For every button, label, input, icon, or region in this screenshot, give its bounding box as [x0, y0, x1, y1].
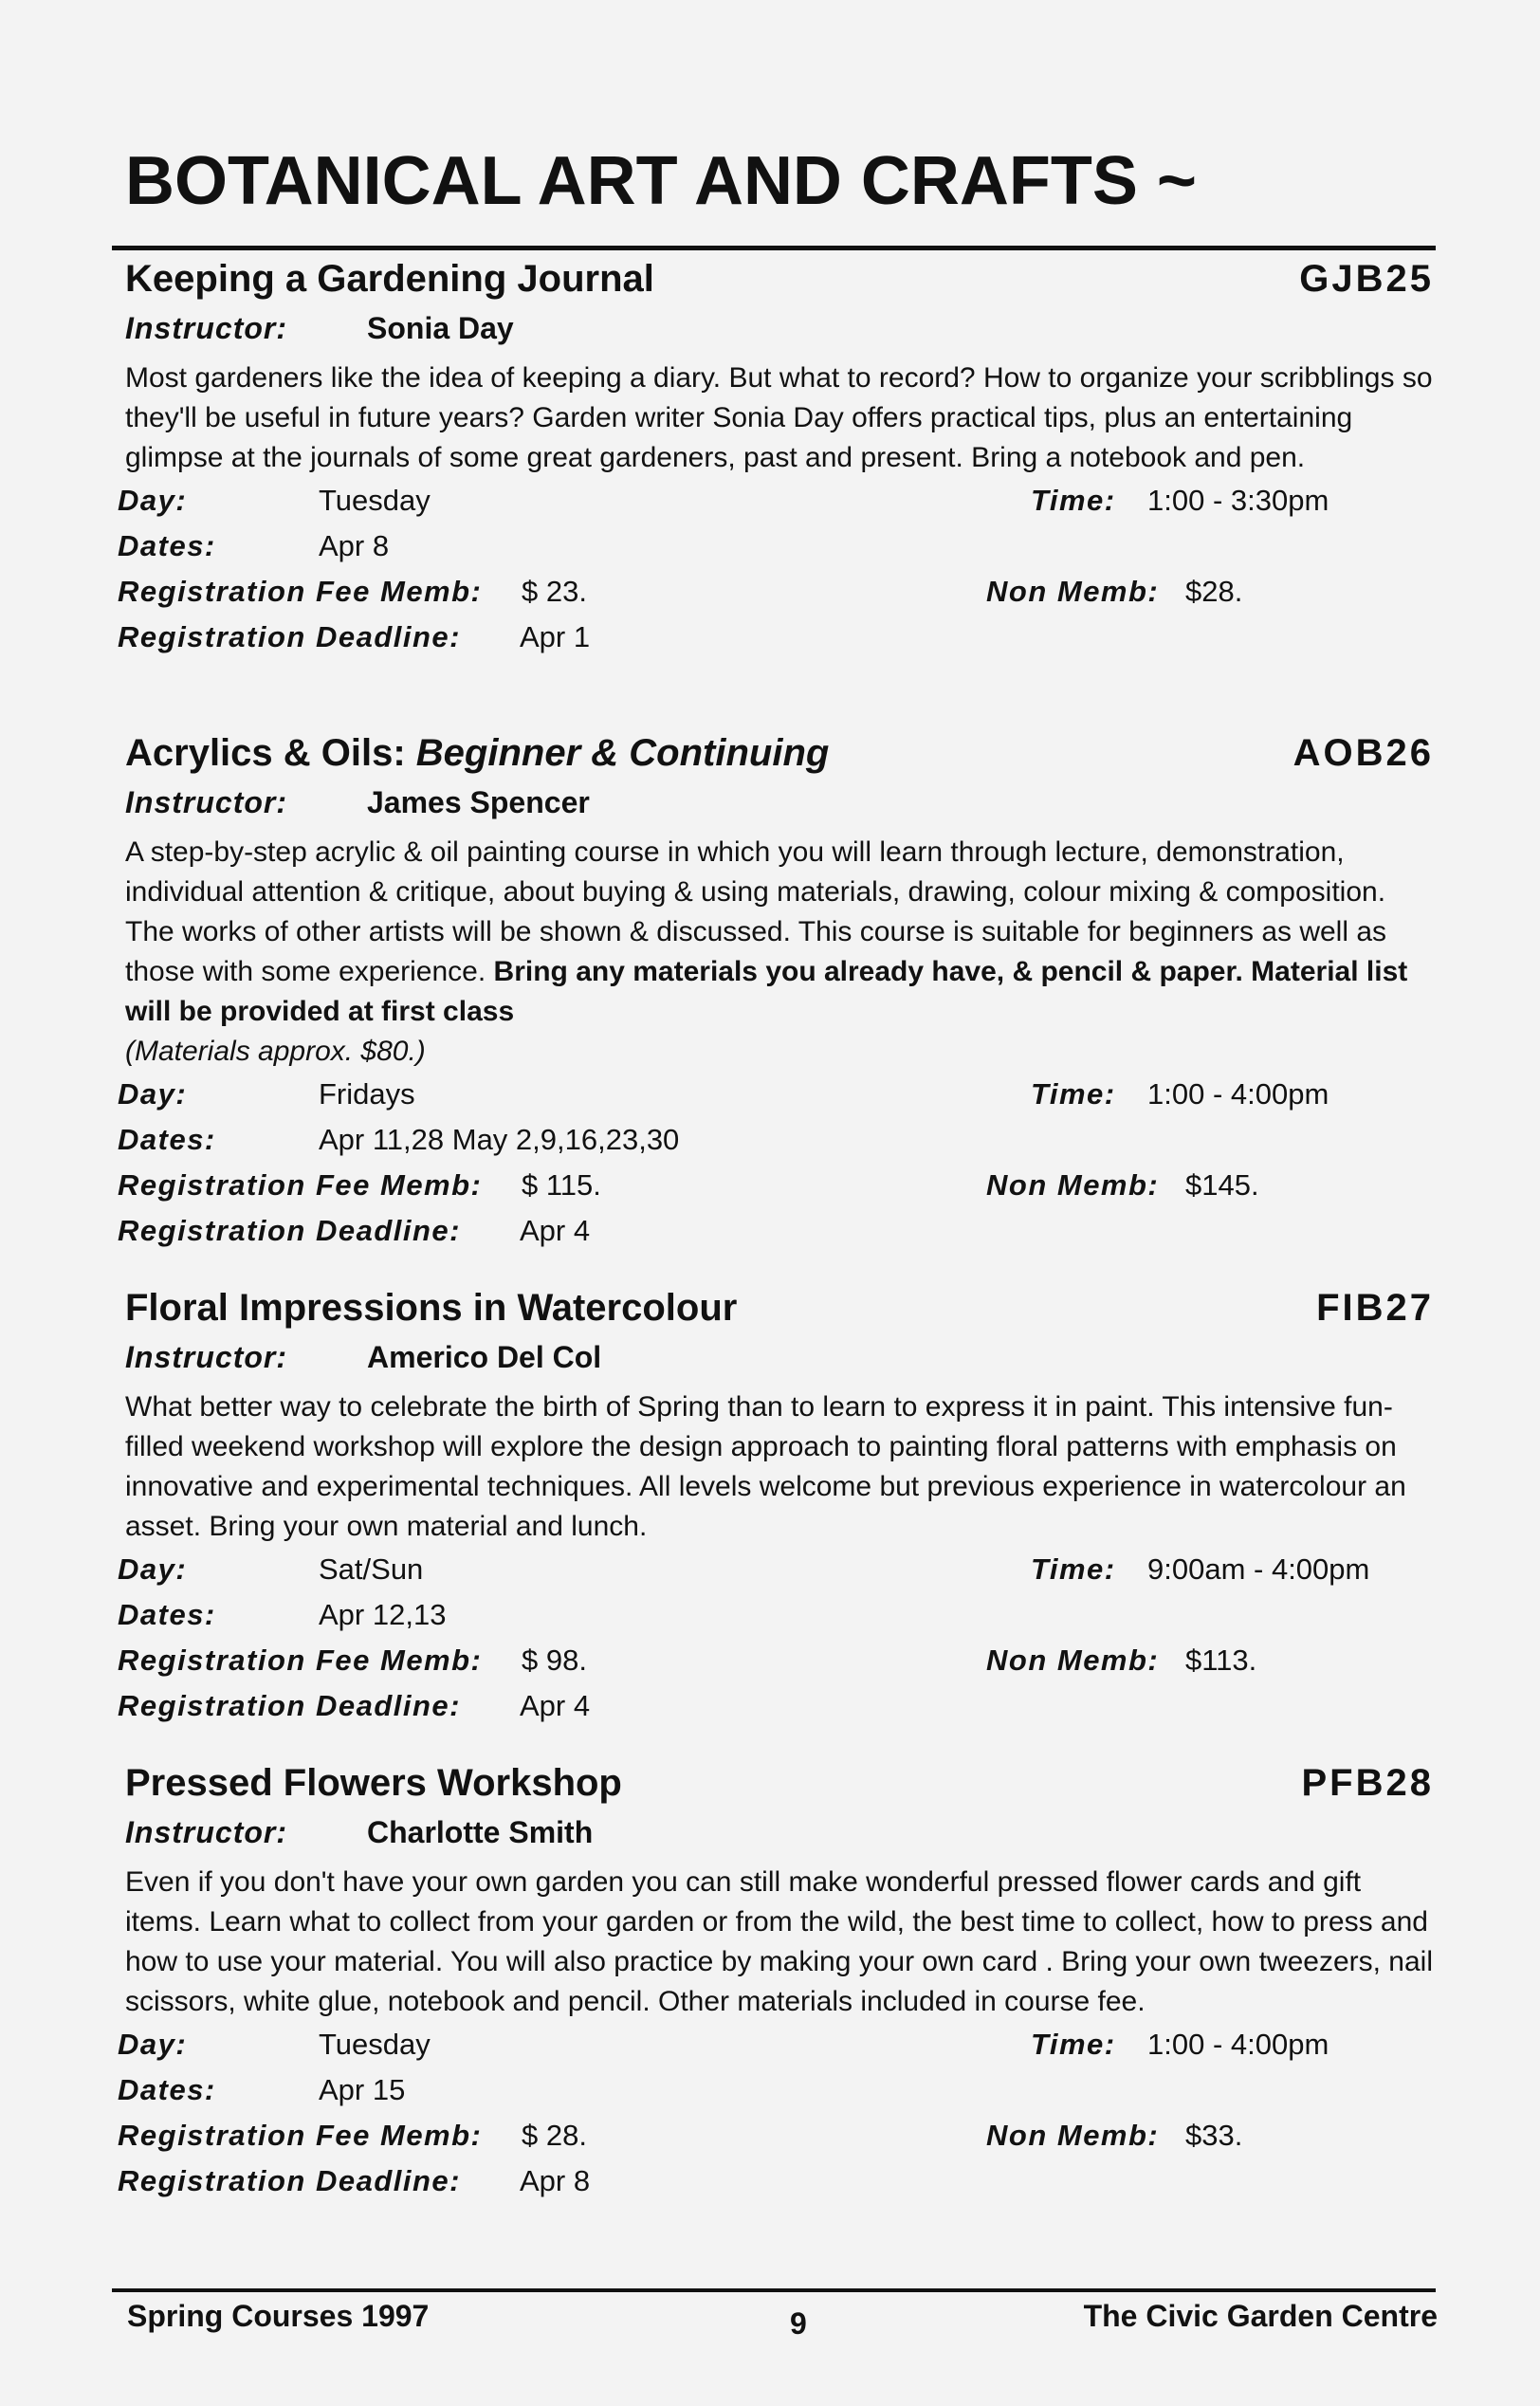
course-aob26 — [118, 732, 1434, 1259]
dates-value: Apr 15 — [319, 2073, 406, 2106]
course-header — [125, 258, 1434, 311]
course-code: AOB26 — [1292, 732, 1434, 774]
time-value: 1:00 - 4:00pm — [1147, 1077, 1329, 1111]
course-header — [125, 732, 1434, 785]
non-member-label: Non Memb: — [986, 1644, 1160, 1677]
instructor-line — [125, 1340, 1434, 1386]
dates-label: Dates: — [118, 1123, 216, 1156]
dates-label: Dates: — [118, 529, 216, 562]
day-label: Day: — [118, 2028, 188, 2061]
footer-divider — [112, 2288, 1436, 2292]
fee-row — [118, 2119, 1434, 2164]
non-member-fee-value: $113. — [1185, 1644, 1257, 1677]
dates-label: Dates: — [118, 1598, 216, 1631]
time-label: Time: — [1031, 2028, 1116, 2061]
day-value: Tuesday — [319, 484, 431, 517]
dates-label: Dates: — [118, 2073, 216, 2106]
course-description: Even if you don't have your own garden you can still make wonderful pressed flower cards and gift items. Learn what to collect from your garden or from the wild, the best time to collect, how to press and how to use your material. You will also practice by making your own card . Bring your own tweezers, nail scissors, white glue, notebook and pencil. Other materials included in course fee. — [125, 1866, 1433, 2017]
dates-value: Apr 12,13 — [319, 1598, 447, 1631]
deadline-label: Registration Deadline: — [118, 1214, 461, 1247]
course-code: PFB28 — [1301, 1762, 1434, 1804]
deadline-row — [118, 620, 1434, 666]
course-fib27 — [118, 1287, 1434, 1735]
fee-row — [118, 575, 1434, 620]
course-description — [125, 831, 1434, 1072]
deadline-label: Registration Deadline: — [118, 2164, 461, 2197]
course-gjb25 — [118, 258, 1434, 666]
fee-row — [118, 1644, 1434, 1689]
instructor-label: Instructor: — [125, 311, 287, 345]
instructor-line — [125, 311, 1434, 357]
day-time-row — [118, 1552, 1434, 1598]
instructor-name: Charlotte Smith — [367, 1815, 594, 1849]
description-bold-note: Bring any materials you already have, & pencil & paper. Material list will be provided at first class — [125, 956, 1408, 1027]
dates-value: Apr 11,28 May 2,9,16,23,30 — [319, 1123, 680, 1156]
course-title-main: Acrylics & Oils: — [125, 732, 416, 774]
day-label: Day: — [118, 484, 188, 517]
non-member-fee-value: $145. — [1185, 1168, 1259, 1202]
instructor-name: James Spencer — [367, 785, 590, 819]
deadline-label: Registration Deadline: — [118, 620, 461, 653]
day-label: Day: — [118, 1552, 188, 1586]
dates-row — [118, 2073, 1434, 2119]
time-value: 9:00am - 4:00pm — [1147, 1552, 1370, 1586]
fee-row — [118, 1168, 1434, 1214]
member-fee-value: $ 28. — [522, 2119, 587, 2152]
reg-fee-label: Registration Fee Memb: — [118, 1644, 483, 1677]
day-value: Sat/Sun — [319, 1552, 424, 1586]
day-value: Tuesday — [319, 2028, 431, 2061]
non-member-label: Non Memb: — [986, 1168, 1160, 1202]
instructor-label: Instructor: — [125, 1815, 287, 1849]
time-label: Time: — [1031, 1552, 1116, 1586]
deadline-row — [118, 1689, 1434, 1735]
page-title: BOTANICAL ART AND CRAFTS ~ — [125, 143, 1197, 219]
deadline-value: Apr 4 — [520, 1214, 591, 1247]
deadline-value: Apr 8 — [520, 2164, 591, 2197]
time-value: 1:00 - 3:30pm — [1147, 484, 1329, 517]
deadline-label: Registration Deadline: — [118, 1689, 461, 1722]
course-description: What better way to celebrate the birth of Spring than to learn to express it in paint. This intensive fun-filled weekend workshop will explore the design approach to painting floral patterns with emphasis on innovative and experimental techniques. All levels welcome but previous experience in watercolour an asset. Bring your own material and lunch. — [125, 1391, 1406, 1542]
member-fee-value: $ 23. — [522, 575, 587, 608]
course-title: Keeping a Gardening Journal — [125, 258, 654, 300]
instructor-line — [125, 785, 1434, 831]
deadline-row — [118, 2164, 1434, 2210]
day-time-row — [118, 1077, 1434, 1123]
footer-organization: The Civic Garden Centre — [1083, 2299, 1438, 2333]
reg-fee-label: Registration Fee Memb: — [118, 575, 483, 608]
deadline-value: Apr 1 — [520, 620, 591, 653]
time-label: Time: — [1031, 1077, 1116, 1111]
reg-fee-label: Registration Fee Memb: — [118, 1168, 483, 1202]
course-header — [125, 1762, 1434, 1815]
course-title: Floral Impressions in Watercolour — [125, 1287, 738, 1329]
time-value: 1:00 - 4:00pm — [1147, 2028, 1329, 2061]
member-fee-value: $ 98. — [522, 1644, 587, 1677]
dates-row — [118, 529, 1434, 575]
member-fee-value: $ 115. — [522, 1168, 601, 1202]
page-number: 9 — [790, 2306, 807, 2341]
dates-row — [118, 1123, 1434, 1168]
non-member-label: Non Memb: — [986, 2119, 1160, 2152]
course-header — [125, 1287, 1434, 1340]
instructor-name: Sonia Day — [367, 311, 514, 345]
day-value: Fridays — [319, 1077, 415, 1111]
course-pfb28 — [118, 1762, 1434, 2210]
course-title — [125, 732, 829, 775]
course-description: Most gardeners like the idea of keeping a diary. But what to record? How to organize your scribblings so they'll be useful in future years? Garden writer Sonia Day offers practical tips, plus an entertaining glimpse at the journals of some great gardeners, past and present. Bring a notebook and pen. — [125, 362, 1433, 473]
non-member-fee-value: $33. — [1185, 2119, 1243, 2152]
time-label: Time: — [1031, 484, 1116, 517]
deadline-value: Apr 4 — [520, 1689, 591, 1722]
non-member-label: Non Memb: — [986, 575, 1160, 608]
materials-cost-note: (Materials approx. $80.) — [125, 1036, 426, 1067]
instructor-label: Instructor: — [125, 1340, 287, 1374]
day-label: Day: — [118, 1077, 188, 1111]
title-divider — [112, 246, 1436, 250]
instructor-name: Americo Del Col — [367, 1340, 602, 1374]
deadline-row — [118, 1214, 1434, 1259]
instructor-label: Instructor: — [125, 785, 287, 819]
non-member-fee-value: $28. — [1185, 575, 1243, 608]
day-time-row — [118, 2028, 1434, 2073]
description-text: A step-by-step acrylic & oil painting course in which you will learn through lecture, demonstration, individual attention & critique, about buying & using materials, drawing, colour mixing & composition. The works of other artists will be shown & discussed. This course is suitable for beginners as well as those with some experience. — [125, 836, 1387, 987]
day-time-row — [118, 484, 1434, 529]
dates-row — [118, 1598, 1434, 1644]
course-code: FIB27 — [1316, 1287, 1434, 1329]
footer-season: Spring Courses 1997 — [127, 2299, 430, 2333]
instructor-line — [125, 1815, 1434, 1861]
dates-value: Apr 8 — [319, 529, 390, 562]
reg-fee-label: Registration Fee Memb: — [118, 2119, 483, 2152]
course-code: GJB25 — [1299, 258, 1434, 300]
course-title: Pressed Flowers Workshop — [125, 1762, 622, 1804]
course-title-level: Beginner & Continuing — [415, 732, 830, 774]
